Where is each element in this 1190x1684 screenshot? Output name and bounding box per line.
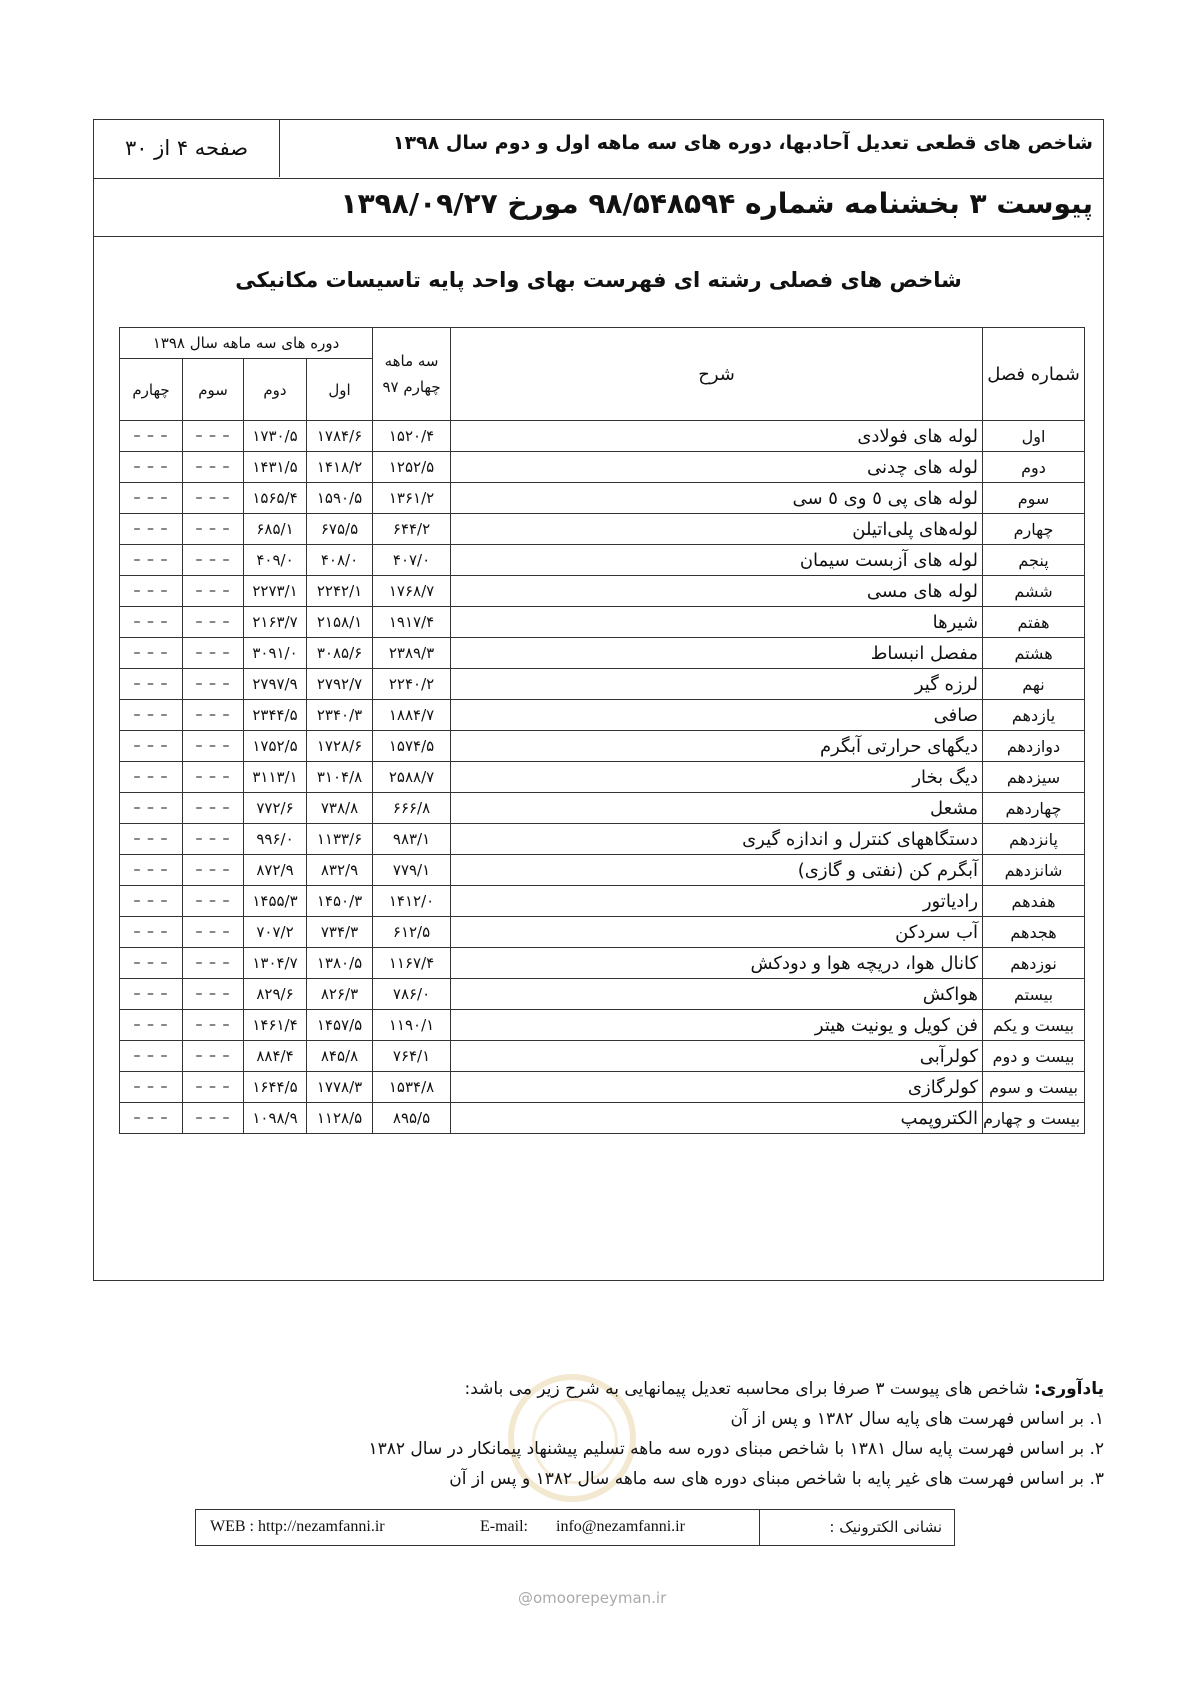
- q1-cell: ۷۳۴/۳: [307, 917, 373, 948]
- table-row: [120, 607, 1085, 638]
- q1-cell: ۱۴۵۰/۳: [307, 886, 373, 917]
- table-row: [120, 1072, 1085, 1103]
- q2-cell: ۹۹۶/۰: [244, 824, 307, 855]
- table-row: [120, 421, 1085, 452]
- table-title: شاخص های فصلی رشته ای فهرست بهای واحد پایه تاسیسات مکانیکی: [235, 268, 962, 292]
- index-table: [119, 327, 1085, 1134]
- q4-cell: – – –: [120, 669, 183, 700]
- description-cell: کولرآبی: [451, 1041, 983, 1072]
- chapter-cell: هجدهم: [983, 917, 1085, 948]
- description-cell: دیگ بخار: [451, 762, 983, 793]
- q2-cell: ۱۰۹۸/۹: [244, 1103, 307, 1134]
- base-cell: ۱۳۶۱/۲: [373, 483, 451, 514]
- table-row: [120, 793, 1085, 824]
- q1-cell: ۱۷۲۸/۶: [307, 731, 373, 762]
- q3-cell: – – –: [183, 452, 244, 483]
- chapter-cell: دوازدهم: [983, 731, 1085, 762]
- description-cell: لوله های پی ٥ وی ٥ سی: [451, 483, 983, 514]
- q2-cell: ۱۵۶۵/۴: [244, 483, 307, 514]
- q4-cell: – – –: [120, 917, 183, 948]
- table-row: [120, 917, 1085, 948]
- q1-cell: ۱۵۹۰/۵: [307, 483, 373, 514]
- q2-cell: ۳۱۱۳/۱: [244, 762, 307, 793]
- footer-divider: [759, 1510, 760, 1545]
- circular-reference: پیوست ۳ بخشنامه شماره ۹۸/۵۴۸۵۹۴ مورخ ۱۳۹۸/۰۹/۲۷: [340, 187, 1093, 220]
- q3-cell: – – –: [183, 669, 244, 700]
- q4-cell: – – –: [120, 452, 183, 483]
- base-cell: ۱۵۷۴/۵: [373, 731, 451, 762]
- q3-cell: – – –: [183, 1072, 244, 1103]
- site-watermark: @omoorepeyman.ir: [518, 1589, 667, 1607]
- q4-cell: – – –: [120, 886, 183, 917]
- note-item: ۲. بر اساس فهرست پایه سال ۱۳۸۱ با شاخص مبنای دوره سه ماهه تسلیم پیشنهاد پیمانکار در سال ۱۳۸۲: [368, 1439, 1104, 1459]
- q4-cell: – – –: [120, 421, 183, 452]
- q1-cell: ۸۳۲/۹: [307, 855, 373, 886]
- base-cell: ۷۷۹/۱: [373, 855, 451, 886]
- q4-cell: – – –: [120, 545, 183, 576]
- chapter-cell: بیست و یکم: [983, 1010, 1085, 1041]
- chapter-cell: هفتم: [983, 607, 1085, 638]
- q4-cell: – – –: [120, 483, 183, 514]
- base-cell: ۷۸۶/۰: [373, 979, 451, 1010]
- q2-cell: ۲۷۹۷/۹: [244, 669, 307, 700]
- header-row: [94, 120, 1103, 179]
- base-cell: ۸۹۵/۵: [373, 1103, 451, 1134]
- description-cell: مفصل انبساط: [451, 638, 983, 669]
- q2-cell: ۴۰۹/۰: [244, 545, 307, 576]
- q2-cell: ۲۳۴۴/۵: [244, 700, 307, 731]
- q4-cell: – – –: [120, 731, 183, 762]
- q4-header: چهارم: [120, 359, 183, 421]
- q1-cell: ۱۳۸۰/۵: [307, 948, 373, 979]
- table-row: [120, 638, 1085, 669]
- description-cell: دستگاههای کنترل و اندازه گیری: [451, 824, 983, 855]
- table-row: [120, 731, 1085, 762]
- document-frame: [93, 119, 1104, 1281]
- q1-cell: ۸۲۶/۳: [307, 979, 373, 1010]
- description-cell: کانال هوا، دریچه هوا و دودکش: [451, 948, 983, 979]
- q3-cell: – – –: [183, 483, 244, 514]
- q2-cell: ۱۶۴۴/۵: [244, 1072, 307, 1103]
- q1-cell: ۲۲۴۲/۱: [307, 576, 373, 607]
- q3-cell: – – –: [183, 948, 244, 979]
- q3-cell: – – –: [183, 607, 244, 638]
- chapter-cell: بیستم: [983, 979, 1085, 1010]
- base-cell: ۱۹۱۷/۴: [373, 607, 451, 638]
- table-row: [120, 824, 1085, 855]
- chapter-header: شماره فصل: [983, 328, 1085, 421]
- base-header-line2: چهارم ۹۷: [382, 378, 441, 396]
- q1-cell: ۴۰۸/۰: [307, 545, 373, 576]
- base-cell: ۲۵۸۸/۷: [373, 762, 451, 793]
- q1-cell: ۱۱۳۳/۶: [307, 824, 373, 855]
- q2-cell: ۸۸۴/۴: [244, 1041, 307, 1072]
- chapter-cell: نهم: [983, 669, 1085, 700]
- chapter-cell: اول: [983, 421, 1085, 452]
- q4-cell: – – –: [120, 1041, 183, 1072]
- description-cell: شیرها: [451, 607, 983, 638]
- q4-cell: – – –: [120, 855, 183, 886]
- chapter-cell: پنجم: [983, 545, 1085, 576]
- document-title: شاخص های قطعی تعدیل آحادبها، دوره های سه ماهه اول و دوم سال ۱۳۹۸: [392, 132, 1093, 154]
- table-row: [120, 483, 1085, 514]
- q1-cell: ۱۷۸۴/۶: [307, 421, 373, 452]
- q2-cell: ۲۱۶۳/۷: [244, 607, 307, 638]
- table-row: [120, 1103, 1085, 1134]
- description-cell: لوله های چدنی: [451, 452, 983, 483]
- description-cell: فن کویل و یونیت هیتر: [451, 1010, 983, 1041]
- q1-cell: ۱۴۵۷/۵: [307, 1010, 373, 1041]
- base-header-line1: سه ماهه: [384, 352, 439, 370]
- chapter-cell: پانزدهم: [983, 824, 1085, 855]
- table-row: [120, 700, 1085, 731]
- q3-cell: – – –: [183, 824, 244, 855]
- chapter-cell: یازدهم: [983, 700, 1085, 731]
- electronic-address-label: نشانی الکترونیک :: [829, 1518, 942, 1536]
- description-cell: لوله های فولادی: [451, 421, 983, 452]
- description-cell: آب سردکن: [451, 917, 983, 948]
- q1-cell: ۱۱۲۸/۵: [307, 1103, 373, 1134]
- description-cell: کولرگازی: [451, 1072, 983, 1103]
- base-cell: ۲۳۸۹/۳: [373, 638, 451, 669]
- description-cell: لرزه گیر: [451, 669, 983, 700]
- table-row: [120, 1041, 1085, 1072]
- table-row: [120, 979, 1085, 1010]
- base-cell: ۶۶۶/۸: [373, 793, 451, 824]
- table-row: [120, 545, 1085, 576]
- watermark-text: omoorepeyman.ir: [533, 1589, 667, 1607]
- q3-cell: – – –: [183, 638, 244, 669]
- q4-cell: – – –: [120, 1103, 183, 1134]
- website-link[interactable]: WEB : http://nezamfanni.ir: [210, 1518, 385, 1535]
- table-row: [120, 762, 1085, 793]
- description-cell: لوله‌های پلی‌اتیلن: [451, 514, 983, 545]
- q2-cell: ۷۰۷/۲: [244, 917, 307, 948]
- subheader-row: [94, 179, 1103, 237]
- table-row: [120, 514, 1085, 545]
- q1-cell: ۲۷۹۲/۷: [307, 669, 373, 700]
- email-link[interactable]: info@nezamfanni.ir: [556, 1518, 685, 1535]
- q2-cell: ۸۲۹/۶: [244, 979, 307, 1010]
- q2-cell: ۱۴۵۵/۳: [244, 886, 307, 917]
- chapter-cell: چهارم: [983, 514, 1085, 545]
- base-cell: ۱۱۹۰/۱: [373, 1010, 451, 1041]
- q1-cell: ۸۴۵/۸: [307, 1041, 373, 1072]
- base-cell: ۴۰۷/۰: [373, 545, 451, 576]
- table-row: [120, 886, 1085, 917]
- q3-cell: – – –: [183, 731, 244, 762]
- q1-cell: ۲۳۴۰/۳: [307, 700, 373, 731]
- table-row: [120, 1010, 1085, 1041]
- chapter-cell: نوزدهم: [983, 948, 1085, 979]
- note-item: ۱. بر اساس فهرست های پایه سال ۱۳۸۲ و پس از آن: [730, 1409, 1104, 1429]
- q4-cell: – – –: [120, 638, 183, 669]
- table-row: [120, 576, 1085, 607]
- q3-cell: – – –: [183, 421, 244, 452]
- q2-cell: ۱۷۵۲/۵: [244, 731, 307, 762]
- chapter-cell: ششم: [983, 576, 1085, 607]
- description-cell: آبگرم کن (نفتی و گازی): [451, 855, 983, 886]
- base-cell: ۹۸۳/۱: [373, 824, 451, 855]
- base-cell: ۱۵۲۰/۴: [373, 421, 451, 452]
- chapter-cell: سیزدهم: [983, 762, 1085, 793]
- base-period-header: [373, 328, 451, 421]
- q1-cell: ۷۳۸/۸: [307, 793, 373, 824]
- q3-cell: – – –: [183, 762, 244, 793]
- q3-cell: – – –: [183, 1010, 244, 1041]
- q3-cell: – – –: [183, 1103, 244, 1134]
- page-number: صفحه ۴ از ۳۰: [94, 120, 280, 177]
- q3-cell: – – –: [183, 917, 244, 948]
- description-cell: هواکش: [451, 979, 983, 1010]
- q2-cell: ۱۴۳۱/۵: [244, 452, 307, 483]
- q2-cell: ۱۷۳۰/۵: [244, 421, 307, 452]
- chapter-cell: دوم: [983, 452, 1085, 483]
- q4-cell: – – –: [120, 700, 183, 731]
- description-cell: دیگهای حرارتی آبگرم: [451, 731, 983, 762]
- base-cell: ۶۴۴/۲: [373, 514, 451, 545]
- description-cell: صافی: [451, 700, 983, 731]
- notes-label: یادآوری:: [1033, 1379, 1104, 1399]
- q3-cell: – – –: [183, 514, 244, 545]
- q2-cell: ۶۸۵/۱: [244, 514, 307, 545]
- q4-cell: – – –: [120, 824, 183, 855]
- q1-cell: ۳۱۰۴/۸: [307, 762, 373, 793]
- base-cell: ۱۵۳۴/۸: [373, 1072, 451, 1103]
- base-cell: ۱۸۸۴/۷: [373, 700, 451, 731]
- notes-intro: شاخص های پیوست ۳ صرفا برای محاسبه تعدیل پیمانهایی به شرح زیر می باشد:: [464, 1379, 1034, 1399]
- q2-cell: ۳۰۹۱/۰: [244, 638, 307, 669]
- q3-cell: – – –: [183, 576, 244, 607]
- q2-cell: ۲۲۷۳/۱: [244, 576, 307, 607]
- note-item: ۳. بر اساس فهرست های غیر پایه با شاخص مبنای دوره های سه ماهه سال ۱۳۸۲ و پس از آن: [449, 1469, 1104, 1489]
- chapter-cell: بیست و سوم: [983, 1072, 1085, 1103]
- q1-cell: ۳۰۸۵/۶: [307, 638, 373, 669]
- q3-cell: – – –: [183, 1041, 244, 1072]
- q2-cell: ۷۷۲/۶: [244, 793, 307, 824]
- table-row: [120, 948, 1085, 979]
- q3-cell: – – –: [183, 886, 244, 917]
- chapter-cell: بیست و دوم: [983, 1041, 1085, 1072]
- base-cell: ۱۷۶۸/۷: [373, 576, 451, 607]
- q2-cell: ۱۳۰۴/۷: [244, 948, 307, 979]
- description-cell: مشعل: [451, 793, 983, 824]
- q3-cell: – – –: [183, 700, 244, 731]
- chapter-cell: بیست و چهارم: [983, 1103, 1085, 1134]
- q4-cell: – – –: [120, 948, 183, 979]
- chapter-cell: سوم: [983, 483, 1085, 514]
- description-cell: لوله های مسی: [451, 576, 983, 607]
- q3-cell: – – –: [183, 793, 244, 824]
- base-cell: ۶۱۲/۵: [373, 917, 451, 948]
- q1-cell: ۱۷۷۸/۳: [307, 1072, 373, 1103]
- chapter-cell: شانزدهم: [983, 855, 1085, 886]
- q4-cell: – – –: [120, 762, 183, 793]
- email-label: E-mail:: [480, 1518, 528, 1535]
- q3-cell: – – –: [183, 855, 244, 886]
- notes-section: [84, 1374, 1104, 1494]
- q4-cell: – – –: [120, 514, 183, 545]
- table-row: [120, 452, 1085, 483]
- description-cell: الکتروپمپ: [451, 1103, 983, 1134]
- q1-cell: ۶۷۵/۵: [307, 514, 373, 545]
- base-cell: ۱۴۱۲/۰: [373, 886, 451, 917]
- description-cell: لوله های آزبست سیمان: [451, 545, 983, 576]
- chapter-cell: چهاردهم: [983, 793, 1085, 824]
- footer-contact: [195, 1509, 955, 1546]
- q4-cell: – – –: [120, 979, 183, 1010]
- chapter-cell: هفدهم: [983, 886, 1085, 917]
- q4-cell: – – –: [120, 1072, 183, 1103]
- q1-header: اول: [307, 359, 373, 421]
- q2-cell: ۱۴۶۱/۴: [244, 1010, 307, 1041]
- base-cell: ۲۲۴۰/۲: [373, 669, 451, 700]
- period-group-header: دوره های سه ماهه سال ۱۳۹۸: [120, 328, 373, 359]
- q3-header: سوم: [183, 359, 244, 421]
- q1-cell: ۱۴۱۸/۲: [307, 452, 373, 483]
- q1-cell: ۲۱۵۸/۱: [307, 607, 373, 638]
- chapter-cell: هشتم: [983, 638, 1085, 669]
- table-row: [120, 855, 1085, 886]
- q3-cell: – – –: [183, 545, 244, 576]
- q3-cell: – – –: [183, 979, 244, 1010]
- q4-cell: – – –: [120, 576, 183, 607]
- table-row: [120, 669, 1085, 700]
- description-header: شرح: [451, 328, 983, 421]
- base-cell: ۱۱۶۷/۴: [373, 948, 451, 979]
- q4-cell: – – –: [120, 1010, 183, 1041]
- q2-header: دوم: [244, 359, 307, 421]
- q4-cell: – – –: [120, 793, 183, 824]
- base-cell: ۷۶۴/۱: [373, 1041, 451, 1072]
- description-cell: رادیاتور: [451, 886, 983, 917]
- base-cell: ۱۲۵۲/۵: [373, 452, 451, 483]
- q2-cell: ۸۷۲/۹: [244, 855, 307, 886]
- q4-cell: – – –: [120, 607, 183, 638]
